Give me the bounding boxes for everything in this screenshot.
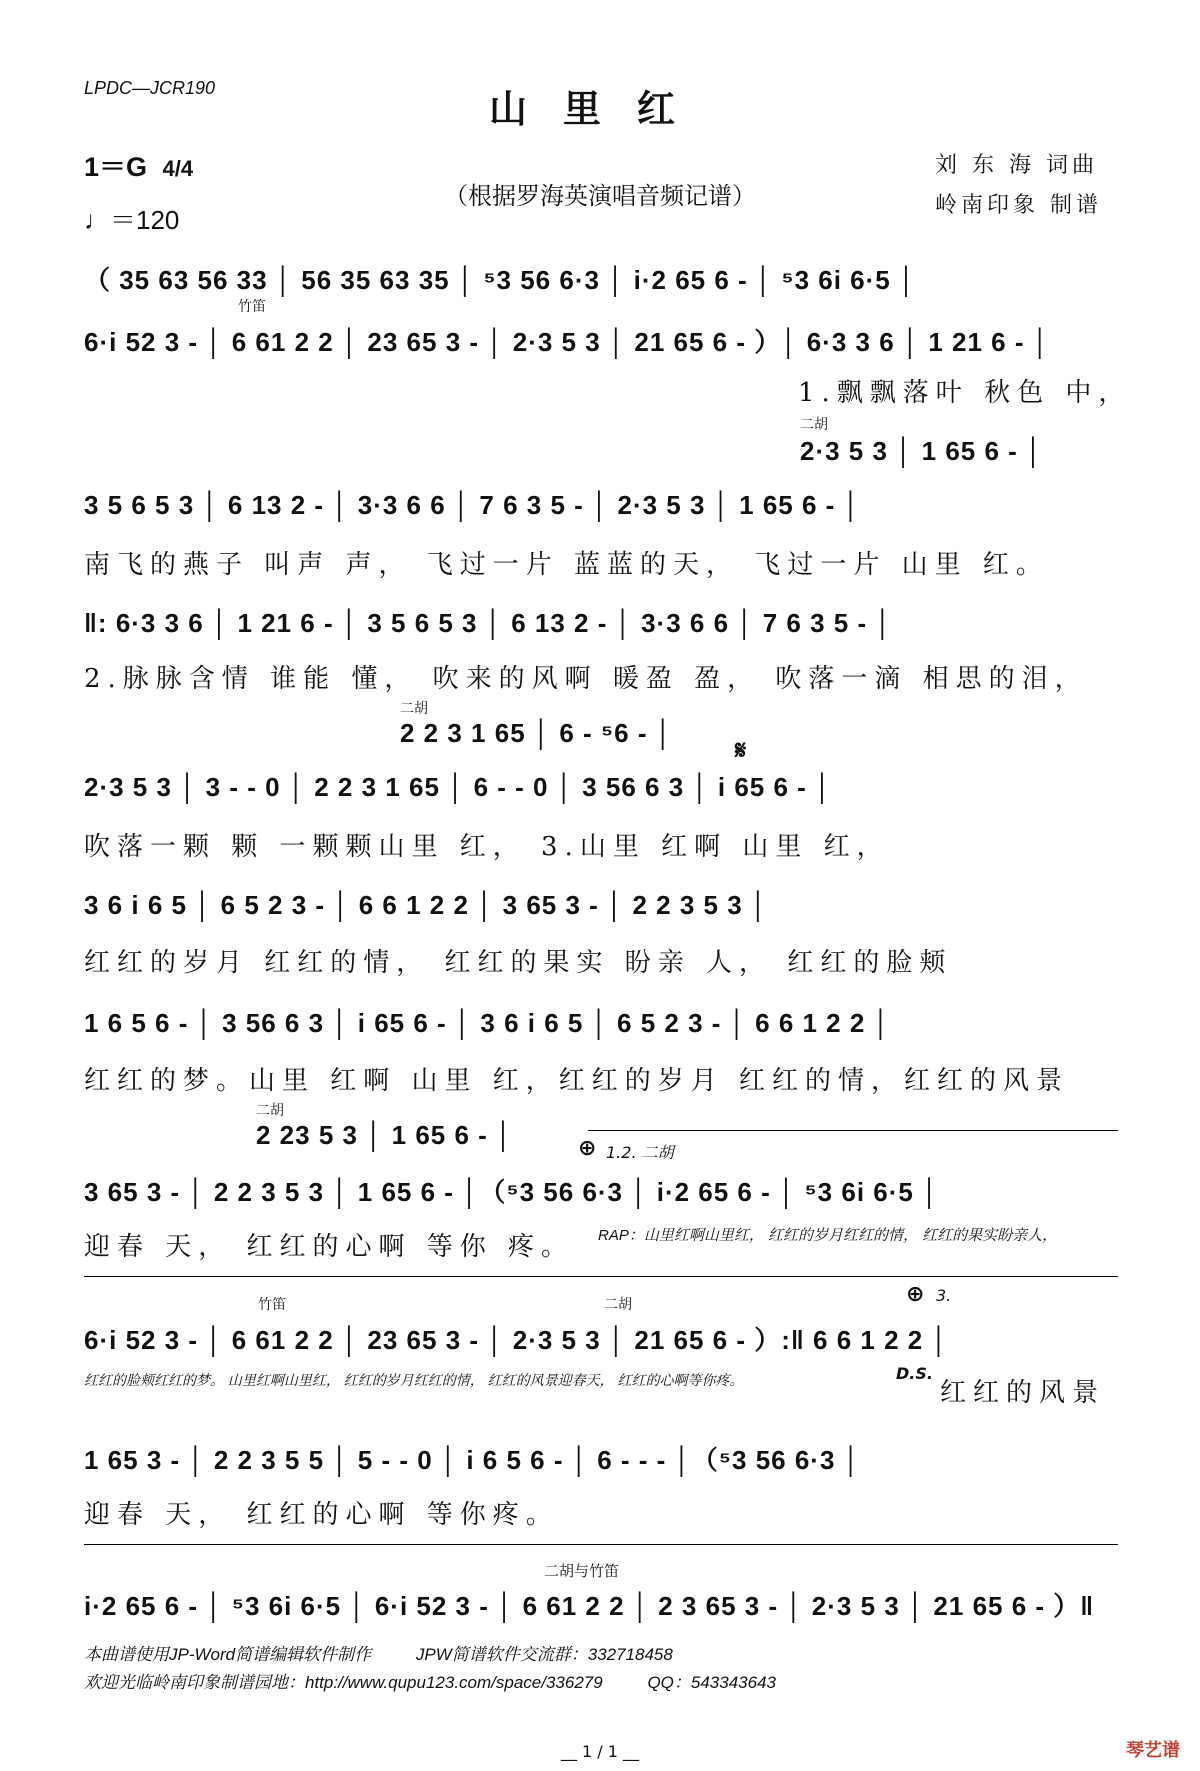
lyric-line-1: 1.飘飘落叶 秋色 中，	[798, 378, 1132, 408]
lyric-line-6: 红红的梦。山里 红啊 山里 红，红红的岁月 红红的情，红红的风景	[84, 1066, 1070, 1096]
watermark-logo: 琴艺谱	[1126, 1740, 1180, 1761]
erhu-label: 二胡	[800, 417, 828, 433]
score-code: LPDC—JCR190	[84, 78, 216, 98]
score-line-5: 2·3 5 3 │ 3 - - 0 │ 2 2 3 1 65 │ 6 - - 0 │ 3 56 6 3 │ i 65 6 - │	[84, 772, 833, 802]
song-title: 山里红	[488, 86, 711, 131]
ending-12-label: 1.2. 二胡	[606, 1143, 674, 1162]
lyric-line-5: 红红的岁月 红红的情， 红红的果实 盼亲 人， 红红的脸颊	[84, 948, 953, 978]
erhu-line-1: 2·3 5 3 │ 1 65 6 - │	[800, 436, 1044, 466]
score-line-6: 3 6 i 6 5 │ 6 5 2 3 - │ 6 6 1 2 2 │ 3 65 3 - │ 2 2 3 5 3 │	[84, 890, 769, 920]
lyric-line-3: 2.脉脉含情 谁能 懂， 吹来的风啊 暖盈 盈， 吹落一滴 相思的泪，	[84, 664, 1088, 694]
score-line-4: ‖: 6·3 3 6 │ 1 21 6 - │ 3 5 6 5 3 │ 6 13 2 - │ 3·3 6 6 │ 7 6 3 5 - │	[84, 608, 893, 638]
section-rule	[84, 1544, 1118, 1545]
footer-welcome-text: 欢迎光临岭南印象制谱园地：http://www.qupu123.com/space/336279	[84, 1673, 603, 1692]
page-number: __ 1 / 1 __	[560, 1742, 640, 1761]
credit-words-music: 刘 东 海 词曲	[935, 153, 1098, 178]
erhu-line-2: 2 2 3 1 65 │ 6 - ⁵6 - │	[400, 718, 673, 748]
ending-3-label: 3.	[936, 1286, 952, 1305]
time-signature: 4/4	[162, 156, 194, 181]
score-line-7: 1 6 5 6 - │ 3 56 6 3 │ i 65 6 - │ 3 6 i 6 5 │ 6 5 2 3 - │ 6 6 1 2 2 │	[84, 1008, 891, 1038]
footer-software-text: 本曲谱使用JP-Word简谱编辑软件制作	[84, 1645, 372, 1664]
lyric-line-8: 红红的风景	[940, 1378, 1106, 1408]
score-line-10: 1 65 3 - │ 2 2 3 5 5 │ 5 - - 0 │ i 6 5 6 - │ 6 - - - │（⁵3 56 6·3 │	[84, 1445, 861, 1475]
erhu-label-4: 二胡	[604, 1297, 632, 1313]
rap-line-1: RAP：山里红啊山里红， 红红的岁月红红的情， 红红的果实盼亲人，	[598, 1227, 1058, 1244]
footer-welcome	[84, 1668, 776, 1693]
footer-group: JPW简谱软件交流群：332718458	[415, 1645, 673, 1664]
score-line-9: 6·i 52 3 - │ 6 61 2 2 │ 23 65 3 - │ 2·3 5 3 │ 21 65 6 - ）:‖ 6 6 1 2 2 │	[84, 1325, 949, 1355]
lyric-line-2: 南飞的燕子 叫声 声， 飞过一片 蓝蓝的天， 飞过一片 山里 红。	[84, 550, 1049, 580]
dizi-label-2: 竹笛	[258, 1297, 286, 1313]
lyric-line-4: 吹落一颗 颗 一颗颗山里 红， 3.山里 红啊 山里 红，	[84, 832, 890, 862]
coda-sign-2: ⊕	[906, 1282, 925, 1307]
score-line-1: （ 35 63 56 33 │ 56 35 63 35 │ ⁵3 56 6·3 │ i·2 65 6 - │ ⁵3 6i 6·5 │	[84, 265, 917, 295]
score-line-3: 3 5 6 5 3 │ 6 13 2 - │ 3·3 6 6 │ 7 6 3 5 - │ 2·3 5 3 │ 1 65 6 - │	[84, 490, 861, 520]
segno-sign: 𝄋	[735, 736, 747, 766]
footer-software	[84, 1640, 673, 1665]
subtitle: （根据罗海英演唱音频记谱）	[444, 182, 756, 210]
erhu-label-2: 二胡	[400, 701, 428, 717]
volta-bracket-2	[84, 1276, 1118, 1277]
erhu-and-dizi-label: 二胡与竹笛	[544, 1562, 620, 1580]
dizi-label: 竹笛	[238, 299, 266, 315]
erhu-label-3: 二胡	[256, 1103, 284, 1119]
rap-line-2: 红红的脸颊红红的梦。 山里红啊山里红， 红红的岁月红红的情， 红红的风景迎春天， 红红的心啊等你疼。	[84, 1372, 744, 1388]
lyric-line-9: 迎春 天， 红红的心啊 等你疼。	[84, 1500, 559, 1530]
credit-transcriber: 岭南印象 制谱	[935, 193, 1102, 218]
footer-qq: QQ：543343643	[647, 1673, 776, 1692]
erhu-line-3: 2 23 5 3 │ 1 65 6 - │	[256, 1120, 514, 1150]
score-line-11: i·2 65 6 - │ ⁵3 6i 6·5 │ 6·i 52 3 - │ 6 61 2 2 │ 2 3 65 3 - │ 2·3 5 3 │ 21 65 6 - ）‖	[84, 1591, 1095, 1621]
key-label: 1＝G	[84, 152, 148, 182]
coda-sign-1: ⊕	[578, 1136, 597, 1161]
lyric-line-7: 迎春 天， 红红的心啊 等你 疼。	[84, 1232, 575, 1262]
ds-marking: D.S.	[896, 1364, 933, 1383]
tempo-marking: ♩＝120	[84, 205, 180, 235]
score-line-8: 3 65 3 - │ 2 2 3 5 3 │ 1 65 6 - │（⁵3 56 6·3 │ i·2 65 6 - │ ⁵3 6i 6·5 │	[84, 1177, 940, 1207]
volta-bracket-1	[588, 1130, 1118, 1131]
score-line-2: 6·i 52 3 - │ 6 61 2 2 │ 23 65 3 - │ 2·3 5 3 │ 21 65 6 - ）│ 6·3 3 6 │ 1 21 6 - │	[84, 327, 1050, 357]
